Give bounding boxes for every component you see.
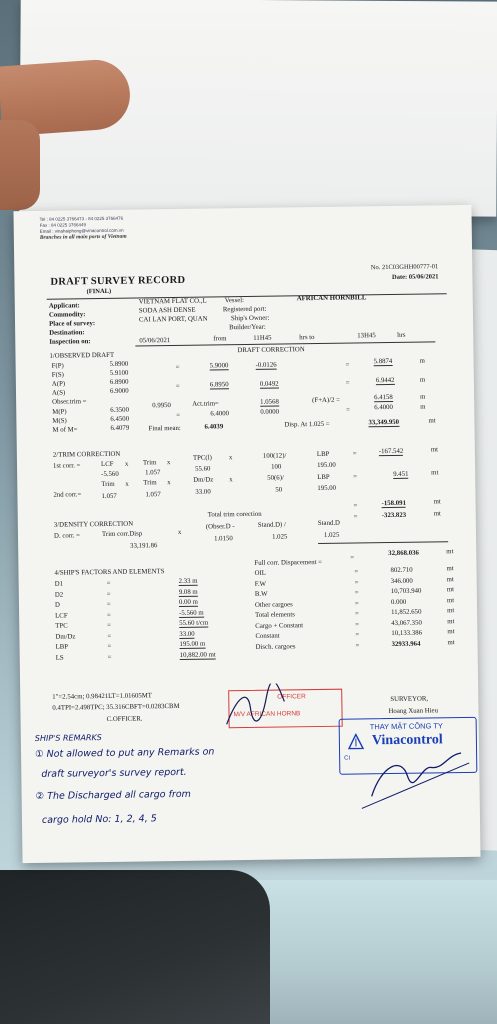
unit: mt bbox=[446, 596, 455, 604]
lbp-label: LBP bbox=[316, 450, 330, 459]
unit: mt bbox=[433, 510, 441, 518]
obs-value: 6.9000 bbox=[109, 387, 129, 395]
element-value: 10,703.940 bbox=[390, 587, 422, 595]
obs-label: Obser.trim = bbox=[52, 398, 87, 406]
unit: m bbox=[420, 393, 426, 401]
surveyor-label: SURVEYOR, bbox=[390, 695, 429, 704]
element-value: 0.000 bbox=[390, 598, 407, 606]
equals-sign: = bbox=[355, 620, 360, 628]
factor-value: 195.00 m bbox=[179, 640, 206, 648]
factor-value: 10,882.00 mt bbox=[179, 650, 216, 659]
remarks-heading: SHIP'S REMARKS bbox=[34, 733, 102, 743]
second-corr-label: 2nd corr.= bbox=[53, 491, 82, 499]
obs-value: 6.8900 bbox=[109, 378, 129, 386]
equals-sign: = bbox=[107, 621, 112, 629]
factor-label: LBP bbox=[55, 643, 69, 651]
equals-sign: = bbox=[107, 611, 112, 619]
final-mean-label: Final mean: bbox=[148, 424, 181, 433]
equals-sign: = bbox=[354, 568, 359, 576]
equals-sign: = bbox=[355, 631, 360, 639]
lbp-value: 195.00 bbox=[317, 461, 336, 470]
commodity-label: Commodity: bbox=[48, 311, 86, 319]
element-label: Disch. cargoes bbox=[255, 642, 296, 651]
stamp-sub-text: CI bbox=[344, 755, 351, 762]
factor-value: 0.00 m bbox=[178, 598, 198, 606]
equals-sign: = bbox=[176, 411, 181, 419]
equals-sign: = bbox=[175, 382, 180, 390]
times-sign: x bbox=[229, 476, 233, 484]
fa2-value: 6.4158 bbox=[374, 393, 393, 402]
fax-line: Fax : 84 0225 3766449 bbox=[39, 222, 86, 228]
first-corr-label: 1st corr. = bbox=[52, 462, 81, 470]
unit: mt bbox=[446, 586, 455, 594]
act-trim: 1.0568 bbox=[260, 398, 279, 406]
element-label: B.W bbox=[254, 590, 268, 598]
unit: mt bbox=[446, 548, 454, 556]
times-sign: x bbox=[166, 459, 171, 467]
email-line: Email : vinahaiphong@vinacontrol.com.vn bbox=[39, 227, 124, 234]
obs-value: 5.9100 bbox=[109, 369, 129, 377]
builder-label: Builder/Year: bbox=[229, 323, 266, 332]
applicant-value: VIETNAM FLAT CO.,L bbox=[138, 297, 207, 306]
unit: m bbox=[419, 357, 425, 365]
equals-sign: = bbox=[354, 578, 359, 587]
conversion-line-2: 0.4TPI=2.498TPC; 35.316CBFT=0.0283CBM bbox=[52, 702, 180, 712]
dmdz-value: 33.00 bbox=[195, 488, 211, 496]
element-value: 10,133.386 bbox=[391, 629, 423, 637]
observed-heading: 1/OBSERVED DRAFT bbox=[49, 351, 115, 360]
lbp-label: LBP bbox=[317, 473, 330, 482]
factor-value: 55.60 t/cm bbox=[179, 619, 209, 627]
first-corr-result: -167.542 bbox=[378, 447, 404, 456]
obs-label: M(S) bbox=[52, 417, 67, 425]
a-mean: 6.8950 bbox=[209, 381, 229, 389]
density-formula: Trim corr.Disp bbox=[101, 530, 143, 539]
dcorr-label: D. corr. = bbox=[53, 532, 81, 540]
owner-label: Ship's Owner: bbox=[230, 314, 270, 323]
factor-value: 33.00 bbox=[179, 630, 195, 638]
hrs-unit: hrs bbox=[397, 331, 406, 339]
draft-survey-document bbox=[13, 205, 480, 863]
fifty-label: 50(6)/ bbox=[267, 474, 284, 482]
unit: mt bbox=[431, 469, 439, 477]
stand-d-label: Stand.D bbox=[317, 519, 341, 528]
trim-heading: 2/TRIM CORRECTION bbox=[52, 450, 121, 459]
times-sign: x bbox=[177, 528, 182, 536]
trim-value: 1.057 bbox=[145, 469, 161, 477]
obs-label: A(S) bbox=[51, 389, 66, 397]
unit: mt bbox=[446, 565, 454, 573]
equals-sign: = bbox=[353, 513, 358, 521]
equals-sign: = bbox=[107, 653, 112, 661]
remarks-line-3: ② The Discharged all cargo from bbox=[35, 788, 191, 802]
density-heading: 3/DENSITY CORRECTION bbox=[53, 520, 134, 529]
unit: mt bbox=[433, 498, 441, 506]
factor-label: TPC bbox=[55, 622, 68, 630]
unit: mt bbox=[430, 446, 439, 454]
correction-heading: DRAFT CORRECTION bbox=[237, 346, 305, 355]
inspection-date: 05/06/2021 bbox=[139, 337, 171, 345]
disp-label: Disp. At 1.025 = bbox=[284, 420, 330, 429]
doc-date: Date: 05/06/2021 bbox=[391, 273, 439, 281]
full-corr-label: Full corr. Dispacement = bbox=[254, 558, 323, 567]
fifty-value: 50 bbox=[275, 486, 283, 494]
total-trim-label: Total trim corection bbox=[207, 510, 262, 519]
company-contact bbox=[40, 216, 124, 235]
vessel-label: Vessel: bbox=[224, 297, 245, 305]
surveyor-name: Hoang Xuan Hieu bbox=[388, 707, 439, 716]
doc-subtitle: (FINAL) bbox=[86, 287, 112, 296]
element-label: Other cargoes bbox=[254, 600, 293, 609]
divider bbox=[318, 541, 448, 544]
disp-value: 33,349.950 bbox=[368, 418, 400, 427]
obs-density: 1.0150 bbox=[214, 535, 233, 543]
element-label: Total elements bbox=[255, 611, 295, 619]
factor-label: LS bbox=[55, 654, 64, 662]
factor-value: 2.33 m bbox=[178, 577, 198, 585]
tel-line: Tel : 84 0225 3766473 - 84 0225 3766476 bbox=[39, 215, 124, 222]
full-corr-value: 32,868.036 bbox=[388, 549, 419, 558]
equals-sign: = bbox=[106, 590, 111, 598]
doc-title: DRAFT SURVEY RECORD bbox=[50, 274, 186, 288]
conversion-line-1: 1"=2.54cm; 0.98421LT=1.01605MT bbox=[52, 692, 152, 701]
hrs-to: hrs to bbox=[299, 334, 315, 342]
officer-signature bbox=[220, 683, 291, 734]
equals-sign: = bbox=[352, 450, 357, 458]
equals-sign: = bbox=[106, 579, 111, 587]
lcf-label: LCF bbox=[100, 460, 114, 469]
element-label: F.W bbox=[254, 580, 267, 588]
element-value: 346.000 bbox=[390, 577, 413, 585]
from-label: from bbox=[213, 335, 227, 343]
a-result: 6.9442 bbox=[375, 376, 395, 385]
factor-label: Dm/Dz bbox=[55, 632, 76, 641]
remarks-line-4: cargo hold No: 1, 2, 4, 5 bbox=[41, 813, 157, 826]
trim-value: 1.057 bbox=[101, 492, 117, 501]
inspection-label: Inspection on: bbox=[49, 338, 91, 346]
trim-total: -158.091 bbox=[381, 499, 406, 508]
unit: mt bbox=[447, 617, 455, 625]
f-correction: -0.0126 bbox=[255, 361, 277, 369]
obs-label: M of M= bbox=[52, 426, 78, 434]
factor-label: D2 bbox=[54, 591, 64, 599]
equals-sign: = bbox=[106, 600, 111, 608]
hand-palm bbox=[0, 120, 40, 210]
lcf-value: -5.560 bbox=[101, 470, 119, 479]
element-value: 43,067.350 bbox=[391, 619, 422, 627]
times-sign: x bbox=[167, 479, 171, 487]
obs-value: 6.3500 bbox=[110, 406, 130, 414]
equals-sign: = bbox=[354, 589, 359, 597]
factors-heading: 4/SHIP'S FACTORS AND ELEMENTS bbox=[54, 568, 165, 577]
final-mean: 6.4039 bbox=[204, 423, 224, 431]
element-label: Constant bbox=[255, 632, 280, 640]
factor-value: -5.560 m bbox=[179, 609, 204, 617]
m-mean: 6.4000 bbox=[210, 410, 230, 418]
lbp-value: 195.00 bbox=[317, 484, 337, 493]
place-value: CAI LAN PORT, QUAN bbox=[138, 315, 208, 324]
unit: mt bbox=[447, 607, 455, 615]
hundred-value: 100 bbox=[271, 463, 282, 471]
times-sign: x bbox=[124, 460, 129, 468]
factor-label: D bbox=[54, 601, 60, 609]
unit: m bbox=[419, 376, 426, 384]
m-correction: 0.0000 bbox=[260, 408, 280, 416]
obs-value: 6.4500 bbox=[110, 415, 130, 423]
density-total: -323.823 bbox=[381, 511, 407, 520]
element-value: 11,852.650 bbox=[391, 608, 422, 616]
remarks-line-1: ① Not allowed to put any Remarks on bbox=[34, 746, 215, 760]
vessel-value: AFRICAN HORNBILL bbox=[296, 294, 367, 303]
factor-label: LCF bbox=[55, 612, 68, 620]
branches-line: Branches in all main ports of Vietnam bbox=[39, 233, 127, 241]
equals-sign: = bbox=[355, 610, 360, 618]
times-sign: x bbox=[228, 454, 233, 462]
equals-sign: = bbox=[345, 379, 350, 387]
dark-object bbox=[0, 870, 270, 1024]
unit: mt bbox=[447, 628, 455, 636]
obs-label: M(P) bbox=[52, 408, 67, 416]
from-time: 11H45 bbox=[253, 334, 272, 342]
unit: mt bbox=[446, 575, 454, 583]
commodity-value: SODA ASH DENSE bbox=[138, 306, 196, 315]
f-mean: 5.9000 bbox=[209, 362, 229, 370]
tpc-value: 55.60 bbox=[195, 465, 211, 473]
trim-label: Trim bbox=[142, 459, 157, 467]
registered-label: Registered port: bbox=[222, 305, 267, 314]
a-correction: 0.0492 bbox=[259, 380, 279, 388]
equals-sign: = bbox=[354, 599, 359, 607]
obs-label: A(P) bbox=[51, 380, 66, 388]
obs-value: 5.8900 bbox=[109, 360, 129, 368]
doc-number: No. 21C03GHH00777-01 bbox=[370, 263, 439, 272]
f-result: 5.8874 bbox=[373, 357, 393, 366]
unit: mt bbox=[447, 638, 455, 646]
stamp-company-text: THAY MẶT CÔNG TY bbox=[369, 721, 443, 732]
surveyor-signature bbox=[351, 745, 482, 817]
element-label: Cargo + Constant bbox=[255, 621, 304, 630]
equals-sign: = bbox=[107, 642, 112, 650]
obs-label: F(P) bbox=[51, 362, 64, 370]
element-value: 32933.964 bbox=[391, 640, 421, 648]
trim-label: Trim bbox=[101, 480, 115, 489]
equals-sign: = bbox=[107, 632, 112, 640]
element-value: 802.710 bbox=[390, 566, 413, 574]
tpc-label: TPC(l) bbox=[192, 454, 212, 462]
hundred-label: 100(12)/ bbox=[262, 452, 287, 460]
to-time: 13H45 bbox=[357, 332, 376, 340]
density-disp: 33,191.86 bbox=[130, 542, 158, 550]
stamp-vessel-text: M/V AFRICAN HORNB bbox=[233, 710, 301, 719]
equals-sign: = bbox=[346, 406, 351, 414]
equals-sign: = bbox=[350, 554, 355, 562]
obs-value: 6.4079 bbox=[110, 424, 130, 432]
c-officer-label: C.OFFICER. bbox=[106, 715, 143, 723]
equals-sign: = bbox=[353, 502, 358, 510]
place-label: Place of survey: bbox=[49, 320, 96, 328]
second-corr-result: 9.451 bbox=[393, 470, 409, 478]
destination-label: Destination: bbox=[49, 329, 85, 337]
factor-label: D1 bbox=[54, 580, 64, 588]
trim-value: 1.057 bbox=[145, 491, 161, 499]
obs-trim: 0.9950 bbox=[152, 402, 171, 410]
unit: m bbox=[420, 403, 426, 411]
stand-d-label: Stand.D) / bbox=[257, 521, 286, 529]
unit: mt bbox=[428, 417, 436, 425]
applicant-label: Applicant: bbox=[48, 302, 80, 310]
std-density: 1.025 bbox=[323, 531, 340, 539]
equals-sign: = bbox=[353, 473, 358, 481]
dmdz-label: Dm/Dz bbox=[193, 476, 214, 484]
factor-value: 9.08 m bbox=[178, 588, 198, 596]
fa2-label: (F+A)/2 = bbox=[312, 396, 341, 405]
element-label: OIL bbox=[254, 569, 266, 577]
equals-sign: = bbox=[175, 363, 180, 371]
obs-label: F(S) bbox=[51, 371, 64, 379]
times-sign: x bbox=[125, 480, 129, 488]
stamp-brand-text: Vinacontrol bbox=[371, 732, 443, 749]
equals-sign: = bbox=[355, 641, 360, 649]
equals-sign: = bbox=[345, 361, 350, 369]
remarks-line-2: draft surveyor's survey report. bbox=[41, 766, 187, 780]
act-trim-label: Act.trim= bbox=[192, 400, 219, 408]
m-result: 6.4000 bbox=[374, 403, 393, 412]
trim-label: Trim bbox=[143, 479, 157, 487]
obser-d-label: (Obser.D - bbox=[205, 523, 235, 531]
stamp-officer-text: OFFICER bbox=[277, 693, 306, 701]
std-density: 1.025 bbox=[271, 533, 288, 541]
